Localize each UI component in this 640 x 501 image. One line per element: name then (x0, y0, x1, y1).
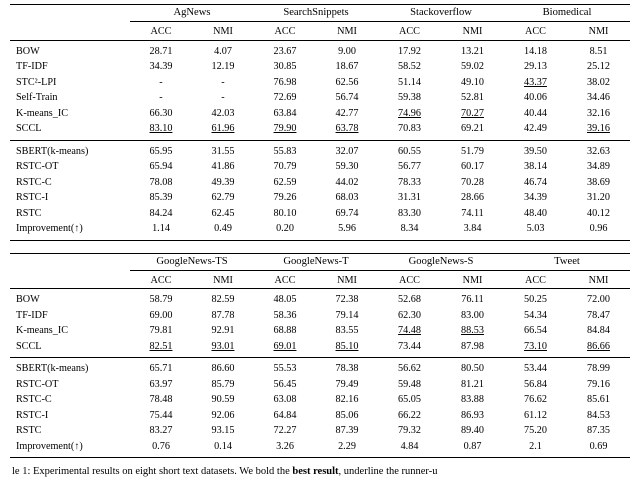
cell-value: 55.53 (273, 363, 297, 375)
cell-value: 64.84 (273, 409, 297, 421)
cell-value: 28.71 (149, 45, 173, 57)
cell-value: 65.71 (149, 363, 173, 375)
cell-value: 40.44 (524, 107, 547, 119)
cell-value: 75.20 (524, 425, 547, 437)
row-label: Improvement(↑) (16, 440, 83, 452)
cell-value: 56.84 (524, 378, 547, 390)
cell-value: 79.81 (149, 325, 173, 337)
cell-value: 0.76 (152, 440, 170, 452)
cell-value: 62.59 (273, 176, 297, 188)
cell-value: 41.86 (211, 161, 235, 173)
row-label: RSTC-OT (16, 378, 59, 390)
cell-value: 72.00 (587, 294, 610, 306)
cell-value: 83.55 (335, 325, 359, 337)
table-row (10, 439, 630, 455)
metric-header: NMI (462, 26, 483, 38)
row-label: Improvement(↑) (16, 223, 83, 235)
table-row (10, 44, 630, 60)
cell-value: 28.66 (461, 192, 484, 204)
cell-value: 40.06 (524, 92, 547, 104)
cell-value: 87.78 (211, 309, 235, 321)
cell-value: 1.14 (152, 223, 170, 235)
cell-value: 0.87 (463, 440, 482, 452)
cell-value: 48.40 (524, 207, 547, 219)
cell-value: 58.36 (273, 309, 297, 321)
cell-value: 59.38 (398, 92, 421, 104)
table-row (10, 392, 630, 408)
group-header-tweet: Tweet (504, 254, 630, 271)
cell-value: 88.53 (461, 325, 484, 337)
cell-value: 18.67 (335, 61, 359, 73)
cell-value: 58.52 (398, 61, 421, 73)
cell-value: 31.31 (398, 192, 421, 204)
group-header-agnews: AgNews (130, 5, 254, 22)
cell-value: 54.34 (524, 309, 547, 321)
cell-value: 53.44 (524, 363, 547, 375)
cell-value: 83.10 (149, 123, 173, 135)
metric-header: NMI (588, 274, 609, 286)
row-label: STC²-LPI (16, 76, 57, 88)
cell-value: 73.10 (524, 340, 547, 352)
cell-value: 78.08 (149, 176, 173, 188)
cell-value: 78.47 (587, 309, 610, 321)
table-row (10, 221, 630, 237)
cell-value: 8.34 (400, 223, 419, 235)
cell-value: 79.16 (587, 378, 610, 390)
metric-header: ACC (274, 274, 296, 286)
cell-value: 50.25 (524, 294, 547, 306)
cell-value: 40.12 (587, 207, 610, 219)
table-row (10, 323, 630, 339)
results-table-top (10, 4, 630, 241)
row-label: TF-IDF (16, 309, 48, 321)
cell-value: 34.46 (587, 92, 610, 104)
table-row (10, 206, 630, 222)
cell-value: 81.21 (461, 378, 484, 390)
cell-value: 5.96 (338, 223, 356, 235)
cell-value: 87.98 (461, 340, 484, 352)
cell-value: 29.13 (524, 61, 547, 73)
cell-value: 92.06 (211, 409, 235, 421)
cell-value: 23.67 (273, 45, 297, 57)
cell-value: 3.26 (276, 440, 294, 452)
table-row (10, 408, 630, 424)
cell-value: 72.27 (273, 425, 297, 437)
group-header-searchsnippets: SearchSnippets (254, 5, 378, 22)
cell-value: 85.06 (335, 409, 359, 421)
cell-value: 80.50 (461, 363, 484, 375)
cell-value: 59.48 (398, 378, 421, 390)
cell-value: 56.77 (398, 161, 421, 173)
cell-value: 38.14 (524, 161, 547, 173)
cell-value: 59.02 (461, 61, 484, 73)
cell-value: 84.84 (587, 325, 610, 337)
cell-value: 70.79 (273, 161, 297, 173)
cell-value: 68.88 (273, 325, 297, 337)
cell-value: 85.10 (335, 340, 359, 352)
cell-value: 3.84 (463, 223, 482, 235)
cell-value: 78.99 (587, 363, 610, 375)
cell-value: 69.01 (273, 340, 297, 352)
cell-value: 76.11 (461, 294, 484, 306)
metric-header: NMI (213, 26, 233, 38)
cell-value: 87.39 (335, 425, 359, 437)
row-label: SBERT(k-means) (16, 363, 89, 375)
cell-value: 76.62 (524, 394, 547, 406)
caption-middle: , underline the runner-u (338, 466, 438, 478)
cell-value: 72.38 (335, 294, 359, 306)
table-row (10, 292, 630, 308)
cell-value: 9.00 (338, 45, 356, 57)
cell-value: 59.30 (335, 161, 359, 173)
table-caption (10, 465, 630, 479)
cell-value: 13.21 (461, 45, 484, 57)
cell-value: 66.54 (524, 325, 547, 337)
row-label: RSTC-I (16, 409, 49, 421)
cell-value: 39.16 (587, 123, 610, 135)
cell-value: 70.83 (398, 123, 421, 135)
cell-value: 79.90 (273, 123, 297, 135)
cell-value: 63.08 (273, 394, 297, 406)
cell-value: 34.39 (524, 192, 547, 204)
cell-value: 82.16 (335, 394, 359, 406)
cell-value: 70.27 (461, 107, 484, 119)
cell-value: 30.85 (273, 61, 297, 73)
cell-value: 79.26 (273, 192, 297, 204)
group-header-stackoverflow: Stackoverflow (378, 5, 504, 22)
cell-value: 58.79 (149, 294, 173, 306)
cell-value: 78.38 (335, 363, 359, 375)
cell-value: 83.27 (149, 425, 173, 437)
metric-header: ACC (150, 274, 172, 286)
cell-value: 2.29 (338, 440, 356, 452)
metric-header: ACC (150, 26, 172, 38)
cell-value: 78.48 (149, 394, 173, 406)
table-separator (10, 241, 630, 253)
cell-value: 85.79 (211, 378, 235, 390)
cell-value: 74.48 (398, 325, 421, 337)
cell-value: 63.78 (335, 123, 359, 135)
group-header-googlenews-t: GoogleNews-T (254, 254, 378, 271)
cell-value: 90.59 (211, 394, 235, 406)
cell-value: 84.53 (587, 409, 610, 421)
metric-header: NMI (213, 274, 233, 286)
cell-value: 65.95 (149, 145, 173, 157)
cell-value: 85.39 (149, 192, 173, 204)
metric-header: NMI (337, 274, 357, 286)
metric-header: ACC (525, 26, 546, 38)
cell-value: 4.07 (214, 45, 232, 57)
table-row (10, 423, 630, 439)
cell-value: 44.02 (335, 176, 359, 188)
metric-header: NMI (337, 26, 357, 38)
cell-value: 86.93 (461, 409, 484, 421)
cell-value: 0.20 (276, 223, 294, 235)
row-label: BOW (16, 45, 40, 57)
row-label: K-means_IC (16, 325, 69, 337)
row-label: RSTC (16, 207, 42, 219)
cell-value: 32.07 (335, 145, 359, 157)
table-row (10, 144, 630, 160)
results-table-bottom (10, 253, 630, 459)
table-row (10, 106, 630, 122)
cell-value: 82.59 (211, 294, 235, 306)
group-header-googlenews-ts: GoogleNews-TS (130, 254, 254, 271)
caption-prefix: le 1: Experimental results on eight short text datasets. We bold the (12, 466, 293, 478)
cell-value: 0.69 (589, 440, 608, 452)
cell-value: 65.05 (398, 394, 421, 406)
table-row (10, 121, 630, 137)
cell-value: 32.63 (587, 145, 610, 157)
cell-value: 89.40 (461, 425, 484, 437)
table-bottom-rule (10, 458, 630, 459)
row-label: SCCL (16, 340, 42, 352)
cell-value: 72.69 (273, 92, 297, 104)
group-header-row-bottom (10, 254, 630, 271)
cell-value: 62.56 (335, 76, 359, 88)
cell-value: - (221, 92, 225, 104)
metric-header-row-top (10, 24, 630, 40)
cell-value: 46.74 (524, 176, 547, 188)
row-label: SBERT(k-means) (16, 145, 89, 157)
cell-value: 48.05 (273, 294, 297, 306)
cell-value: 51.14 (398, 76, 421, 88)
cell-value: 55.83 (273, 145, 297, 157)
empty-corner-cell (10, 254, 130, 271)
cell-value: 66.22 (398, 409, 421, 421)
cell-value: 61.12 (524, 409, 547, 421)
group-header-biomedical: Biomedical (504, 5, 630, 22)
row-label: BOW (16, 294, 40, 306)
cell-value: 12.19 (211, 61, 235, 73)
cell-value: 56.62 (398, 363, 421, 375)
cell-value: 87.35 (587, 425, 610, 437)
metric-header: NMI (462, 274, 483, 286)
cell-value: 52.68 (398, 294, 421, 306)
cell-value: 83.88 (461, 394, 484, 406)
cell-value: 92.91 (211, 325, 235, 337)
cell-value: 85.61 (587, 394, 610, 406)
cell-value: 62.45 (211, 207, 235, 219)
cell-value: 32.16 (587, 107, 610, 119)
row-label: RSTC-C (16, 176, 52, 188)
cell-value: 69.21 (461, 123, 484, 135)
cell-value: 4.84 (400, 440, 419, 452)
cell-value: 38.02 (587, 76, 610, 88)
table-row (10, 339, 630, 355)
table-row (10, 59, 630, 75)
row-label: SCCL (16, 123, 42, 135)
cell-value: 8.51 (589, 45, 608, 57)
metric-header: ACC (274, 26, 296, 38)
cell-value: 31.20 (587, 192, 610, 204)
cell-value: 49.39 (211, 176, 235, 188)
cell-value: 86.66 (587, 340, 610, 352)
cell-value: 2.1 (529, 440, 542, 452)
cell-value: 49.10 (461, 76, 484, 88)
cell-value: 80.10 (273, 207, 297, 219)
cell-value: 69.74 (335, 207, 359, 219)
cell-value: 62.30 (398, 309, 421, 321)
cell-value: 79.14 (335, 309, 359, 321)
cell-value: 38.69 (587, 176, 610, 188)
cell-value: 60.17 (461, 161, 484, 173)
row-label: RSTC-I (16, 192, 49, 204)
cell-value: 66.30 (149, 107, 173, 119)
cell-value: 17.92 (398, 45, 421, 57)
cell-value: - (221, 76, 225, 88)
metric-header-row-bottom (10, 273, 630, 289)
cell-value: 63.97 (149, 378, 173, 390)
cell-value: 65.94 (149, 161, 173, 173)
cell-value: 34.39 (149, 61, 173, 73)
cell-value: 39.50 (524, 145, 547, 157)
empty-corner-cell-2 (10, 273, 130, 289)
cell-value: 31.55 (211, 145, 235, 157)
metric-header: ACC (399, 274, 420, 286)
cell-value: 0.49 (214, 223, 232, 235)
cell-value: 63.84 (273, 107, 297, 119)
table-row (10, 377, 630, 393)
cell-value: 68.03 (335, 192, 359, 204)
cell-value: 42.77 (335, 107, 359, 119)
metric-header: ACC (399, 26, 420, 38)
cell-value: 56.74 (335, 92, 359, 104)
cell-value: 56.45 (273, 378, 297, 390)
cell-value: 79.49 (335, 378, 359, 390)
metric-header: ACC (525, 274, 546, 286)
cell-value: 75.44 (149, 409, 173, 421)
cell-value: 51.79 (461, 145, 484, 157)
cell-value: 74.96 (398, 107, 421, 119)
cell-value: 83.00 (461, 309, 484, 321)
cell-value: 62.79 (211, 192, 235, 204)
row-label: K-means_IC (16, 107, 69, 119)
cell-value: 52.81 (461, 92, 484, 104)
table-row (10, 308, 630, 324)
cell-value: 69.00 (149, 309, 173, 321)
table-row (10, 90, 630, 106)
row-label: RSTC-OT (16, 161, 59, 173)
cell-value: 73.44 (398, 340, 421, 352)
cell-value: 0.14 (214, 440, 232, 452)
empty-corner-cell-2 (10, 24, 130, 40)
cell-value: 42.03 (211, 107, 235, 119)
cell-value: 86.60 (211, 363, 235, 375)
cell-value: 61.96 (211, 123, 235, 135)
table-row (10, 159, 630, 175)
cell-value: 74.11 (461, 207, 484, 219)
cell-value: 83.30 (398, 207, 421, 219)
row-label: Self-Train (16, 92, 58, 104)
cell-value: 78.33 (398, 176, 421, 188)
cell-value: 5.03 (526, 223, 545, 235)
table-row (10, 75, 630, 91)
caption-best-result: best result (292, 466, 339, 478)
empty-corner-cell (10, 5, 130, 22)
cell-value: 14.18 (524, 45, 547, 57)
cell-value: 82.51 (149, 340, 173, 352)
row-label: RSTC-C (16, 394, 52, 406)
cell-value: 25.12 (587, 61, 610, 73)
cell-value: 0.96 (589, 223, 608, 235)
metric-header: NMI (588, 26, 609, 38)
row-label: RSTC (16, 425, 42, 437)
cell-value: 60.55 (398, 145, 421, 157)
cell-value: 79.32 (398, 425, 421, 437)
cell-value: 93.15 (211, 425, 235, 437)
table-row (10, 361, 630, 377)
table-row (10, 190, 630, 206)
cell-value: - (159, 76, 163, 88)
cell-value: 93.01 (211, 340, 235, 352)
cell-value: 42.49 (524, 123, 547, 135)
cell-value: 70.28 (461, 176, 484, 188)
group-header-row-top (10, 5, 630, 22)
cell-value: 43.37 (524, 76, 547, 88)
row-label: TF-IDF (16, 61, 48, 73)
group-header-googlenews-s: GoogleNews-S (378, 254, 504, 271)
table-row (10, 175, 630, 191)
cell-value: 34.89 (587, 161, 610, 173)
cell-value: 76.98 (273, 76, 297, 88)
cell-value: - (159, 92, 163, 104)
cell-value: 84.24 (149, 207, 173, 219)
